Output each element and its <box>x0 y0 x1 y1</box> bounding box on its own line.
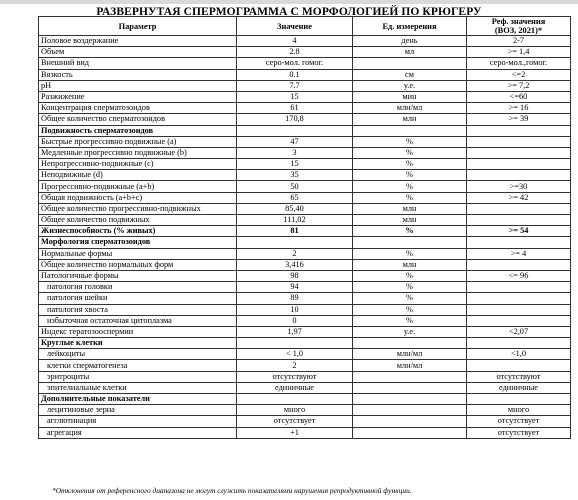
value-cell: серо-мол. гомог. <box>237 58 353 69</box>
reference-cell: >= 54 <box>467 226 571 237</box>
table-row <box>39 192 571 203</box>
unit-cell: % <box>353 226 467 237</box>
parameter-cell: Нормальные формы <box>39 248 237 259</box>
table-row <box>39 304 571 315</box>
parameter-cell: Общее количество подвижных <box>39 215 237 226</box>
table-row <box>39 226 571 237</box>
empty-cell <box>237 394 353 405</box>
parameter-cell: агглютинация <box>39 416 237 427</box>
parameter-cell: Общее количество нормальных форм <box>39 259 237 270</box>
reference-cell: >= 4 <box>467 248 571 259</box>
table-row <box>39 181 571 192</box>
parameter-cell: Непрогрессивно-подвижные (c) <box>39 159 237 170</box>
unit-cell: % <box>353 181 467 192</box>
unit-cell <box>353 405 467 416</box>
parameter-cell: Быстрые прогрессивно подвижные (а) <box>39 136 237 147</box>
reference-cell: >= 1,4 <box>467 47 571 58</box>
col-header-reference-line1: Реф. значения <box>491 17 546 26</box>
table-row <box>39 80 571 91</box>
parameter-cell: Разжижение <box>39 91 237 102</box>
reference-cell: >= 39 <box>467 114 571 125</box>
table-row <box>39 248 571 259</box>
section-title-cell: Подвижность сперматозоидов <box>39 125 237 136</box>
unit-cell: млн/мл <box>353 360 467 371</box>
unit-cell: у.е. <box>353 326 467 337</box>
unit-cell: % <box>353 315 467 326</box>
unit-cell: % <box>353 282 467 293</box>
table-row <box>39 170 571 181</box>
section-header-row <box>39 394 571 405</box>
parameter-cell: патология хвоста <box>39 304 237 315</box>
reference-cell: <= 96 <box>467 270 571 281</box>
value-cell: 50 <box>237 181 353 192</box>
table-row <box>39 259 571 270</box>
table-row <box>39 427 571 438</box>
table-row <box>39 91 571 102</box>
parameter-cell: Общая подвижность (а+b+c) <box>39 192 237 203</box>
spermogram-table <box>38 16 571 439</box>
empty-cell <box>353 394 467 405</box>
table-row <box>39 103 571 114</box>
reference-cell: <2,07 <box>467 326 571 337</box>
value-cell: < 1,0 <box>237 349 353 360</box>
parameter-cell: Вязкость <box>39 69 237 80</box>
unit-cell: % <box>353 293 467 304</box>
parameter-cell: эритроциты <box>39 371 237 382</box>
value-cell: 94 <box>237 282 353 293</box>
value-cell: много <box>237 405 353 416</box>
parameter-cell: избыточная остаточная цитоплазма <box>39 315 237 326</box>
unit-cell: день <box>353 36 467 47</box>
value-cell: 2 <box>237 360 353 371</box>
unit-cell: млн <box>353 259 467 270</box>
parameter-cell: Концентрация сперматозоидов <box>39 103 237 114</box>
parameter-cell: агрегация <box>39 427 237 438</box>
unit-cell: млн <box>353 215 467 226</box>
reference-cell: >= 7,2 <box>467 80 571 91</box>
value-cell: 61 <box>237 103 353 114</box>
parameter-cell: эпителиальные клетки <box>39 382 237 393</box>
table-row <box>39 36 571 47</box>
parameter-cell: Внешний вид <box>39 58 237 69</box>
unit-cell: мин <box>353 91 467 102</box>
col-header-unit: Ед. измерения <box>353 17 467 36</box>
reference-cell: <=2 <box>467 69 571 80</box>
parameter-cell: Патологичные формы <box>39 270 237 281</box>
table-row <box>39 416 571 427</box>
table-row <box>39 293 571 304</box>
value-cell: 4 <box>237 36 353 47</box>
reference-cell <box>467 203 571 214</box>
unit-cell: % <box>353 159 467 170</box>
unit-cell: % <box>353 136 467 147</box>
reference-cell <box>467 215 571 226</box>
parameter-cell: патология шейки <box>39 293 237 304</box>
table-row <box>39 360 571 371</box>
empty-cell <box>467 237 571 248</box>
empty-cell <box>237 338 353 349</box>
reference-cell: <=60 <box>467 91 571 102</box>
footnote: *Отклонения от референсного диапазона не могут служить показателями нарушения репродуктивной функции. <box>52 486 412 495</box>
unit-cell: мл <box>353 47 467 58</box>
value-cell: 65 <box>237 192 353 203</box>
empty-cell <box>353 338 467 349</box>
parameter-cell: Общее количество прогрессивно-подвижных <box>39 203 237 214</box>
table-row <box>39 282 571 293</box>
parameter-cell: Жизнеспособность (% живых) <box>39 226 237 237</box>
parameter-cell: Медленные прогрессивно подвижные (b) <box>39 147 237 158</box>
reference-cell <box>467 136 571 147</box>
value-cell: 0.1 <box>237 69 353 80</box>
unit-cell: % <box>353 248 467 259</box>
table-row <box>39 349 571 360</box>
reference-cell <box>467 304 571 315</box>
unit-cell: млн/мл <box>353 103 467 114</box>
parameter-cell: Общее количество сперматозоидов <box>39 114 237 125</box>
unit-cell: % <box>353 147 467 158</box>
unit-cell: см <box>353 69 467 80</box>
reference-cell <box>467 293 571 304</box>
reference-cell <box>467 159 571 170</box>
table-row <box>39 405 571 416</box>
parameter-cell: патология головки <box>39 282 237 293</box>
col-header-reference-line2: (ВОЗ, 2021)* <box>494 26 543 35</box>
value-cell: 10 <box>237 304 353 315</box>
value-cell: 2 <box>237 248 353 259</box>
value-cell: отсутствуют <box>237 371 353 382</box>
table-row <box>39 147 571 158</box>
value-cell: 47 <box>237 136 353 147</box>
empty-cell <box>467 394 571 405</box>
table-row <box>39 58 571 69</box>
parameter-cell: лецитиновые зерна <box>39 405 237 416</box>
section-title-cell: Круглые клетки <box>39 338 237 349</box>
value-cell: 111,02 <box>237 215 353 226</box>
col-header-value: Значение <box>237 17 353 36</box>
table-row <box>39 315 571 326</box>
table-row <box>39 47 571 58</box>
unit-cell: у.е. <box>353 80 467 91</box>
table-row <box>39 270 571 281</box>
value-cell: 0 <box>237 315 353 326</box>
value-cell: 15 <box>237 91 353 102</box>
col-header-parameter: Параметр <box>39 17 237 36</box>
unit-cell <box>353 58 467 69</box>
col-header-reference <box>467 17 571 36</box>
parameter-cell: лейкоциты <box>39 349 237 360</box>
section-title-cell: Дополнительные показатели <box>39 394 237 405</box>
value-cell: 7.7 <box>237 80 353 91</box>
value-cell: 3 <box>237 147 353 158</box>
table-row <box>39 114 571 125</box>
reference-cell: серо-мол.,гомог. <box>467 58 571 69</box>
value-cell: 15 <box>237 159 353 170</box>
value-cell: 170,8 <box>237 114 353 125</box>
unit-cell: % <box>353 192 467 203</box>
parameter-cell: Объем <box>39 47 237 58</box>
reference-cell: отсутствует <box>467 427 571 438</box>
unit-cell: млн/мл <box>353 349 467 360</box>
unit-cell <box>353 416 467 427</box>
table-row <box>39 215 571 226</box>
reference-cell <box>467 282 571 293</box>
parameter-cell: клетки сперматогенеза <box>39 360 237 371</box>
reference-cell: <1,0 <box>467 349 571 360</box>
value-cell: 2.8 <box>237 47 353 58</box>
empty-cell <box>353 125 467 136</box>
table-row <box>39 382 571 393</box>
table-row <box>39 203 571 214</box>
reference-cell <box>467 147 571 158</box>
section-header-row <box>39 125 571 136</box>
value-cell: 98 <box>237 270 353 281</box>
empty-cell <box>467 125 571 136</box>
reference-cell: >=30 <box>467 181 571 192</box>
empty-cell <box>237 125 353 136</box>
reference-cell: >= 16 <box>467 103 571 114</box>
table-header-row <box>39 17 571 36</box>
table-row <box>39 371 571 382</box>
value-cell: +1 <box>237 427 353 438</box>
unit-cell: % <box>353 270 467 281</box>
table-row <box>39 159 571 170</box>
table-row <box>39 136 571 147</box>
value-cell: 89 <box>237 293 353 304</box>
reference-cell <box>467 315 571 326</box>
reference-cell: отсутствует <box>467 416 571 427</box>
reference-cell <box>467 360 571 371</box>
unit-cell: млн <box>353 203 467 214</box>
value-cell: 1,97 <box>237 326 353 337</box>
unit-cell <box>353 371 467 382</box>
reference-cell <box>467 170 571 181</box>
value-cell: 81 <box>237 226 353 237</box>
unit-cell <box>353 427 467 438</box>
value-cell: 35 <box>237 170 353 181</box>
reference-cell: единичные <box>467 382 571 393</box>
value-cell: 3,416 <box>237 259 353 270</box>
unit-cell: % <box>353 304 467 315</box>
reference-cell: много <box>467 405 571 416</box>
section-header-row <box>39 338 571 349</box>
section-header-row <box>39 237 571 248</box>
table-row <box>39 69 571 80</box>
value-cell: отсутствует <box>237 416 353 427</box>
empty-cell <box>353 237 467 248</box>
reference-cell: 2-7 <box>467 36 571 47</box>
parameter-cell: Неподвижные (d) <box>39 170 237 181</box>
window-top-edge <box>0 0 578 4</box>
reference-cell: отсутствуют <box>467 371 571 382</box>
unit-cell <box>353 382 467 393</box>
table-row <box>39 326 571 337</box>
parameter-cell: Прогрессивно-подвижные (а+b) <box>39 181 237 192</box>
parameter-cell: pH <box>39 80 237 91</box>
page-title: РАЗВЕРНУТАЯ СПЕРМОГРАММА С МОРФОЛОГИЕЙ ПО КРЮГЕРУ <box>96 6 482 18</box>
reference-cell <box>467 259 571 270</box>
section-title-cell: Морфология сперматозоидов <box>39 237 237 248</box>
parameter-cell: Индекс тератозооспермии <box>39 326 237 337</box>
parameter-cell: Половое воздержание <box>39 36 237 47</box>
reference-cell: >= 42 <box>467 192 571 203</box>
unit-cell: млн <box>353 114 467 125</box>
unit-cell: % <box>353 170 467 181</box>
value-cell: 85,40 <box>237 203 353 214</box>
value-cell: единичные <box>237 382 353 393</box>
empty-cell <box>467 338 571 349</box>
empty-cell <box>237 237 353 248</box>
